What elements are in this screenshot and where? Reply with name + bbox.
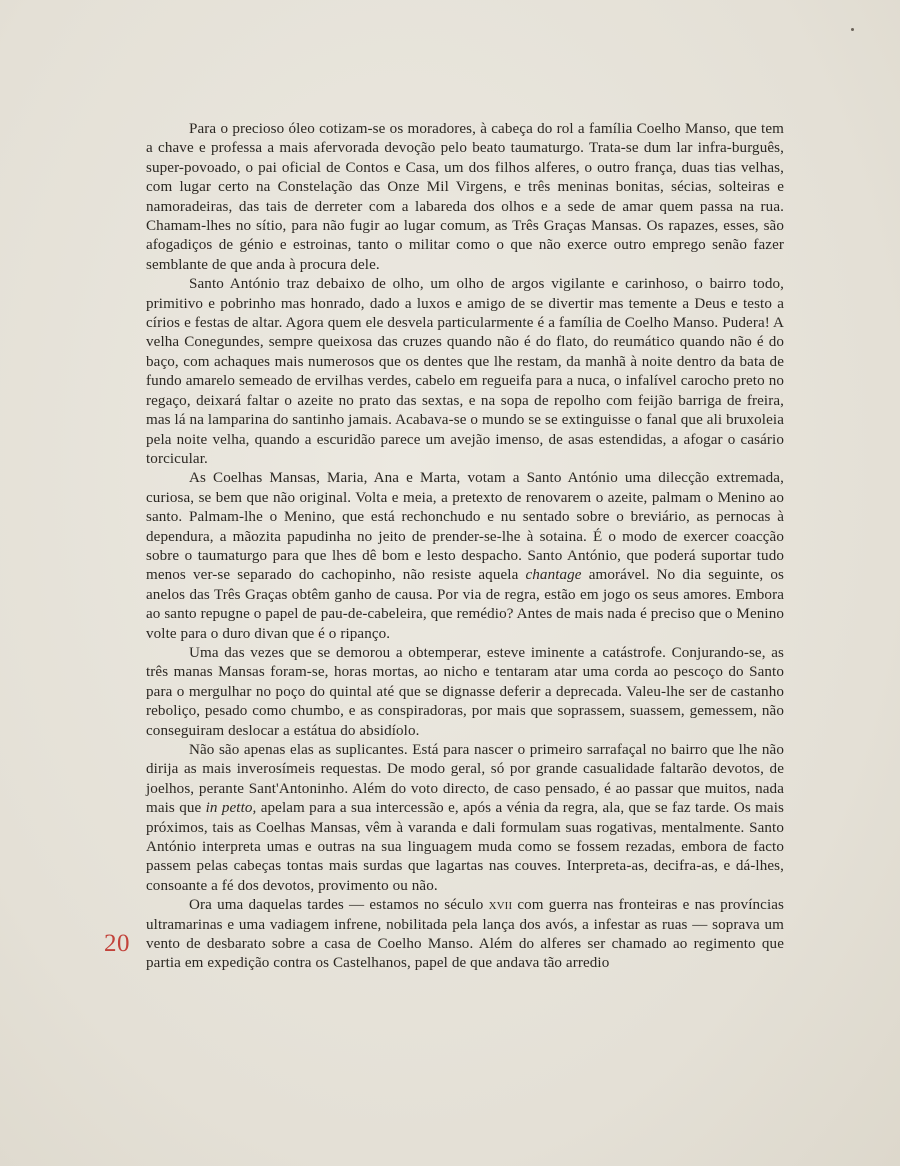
ink-speck (851, 28, 854, 31)
paragraph-2: Santo António traz debaixo de olho, um olho de argos vigilante e carinhoso, o bairro todo, primitivo e pobrinho mas honrado, dado a luxos e amigo de se divertir mas temente a Deus e testo a círios e festas de altar. Agora quem ele desvela particularmente é a família de Coelho Manso. Pudera! A velha Conegundes, sempre queixosa das cruzes quando não é do flato, do reumático quando não é do baço, com achaques mais numerosos que os dentes que lhe restam, da manhã à noite dentro da bata de fundo amarelo semeado de ervilhas verdes, cabelo em regueifa para a nuca, o infalível carocho preto no regaço, deixará faltar o azeite no prato das sextas, e na sopa de repolho com feijão barriga de freira, mas lá na lamparina do santinho jamais. Acabava-se o mundo se se extinguisse o fanal que ali bruxoleia pela noite velha, quando a escuridão parece um avejão imenso, de asas estendidas, a afogar o casário torcicular. (146, 276, 784, 467)
century-numeral: xvii (488, 897, 513, 914)
paragraph-6-text-a: Ora uma daquelas tardes — estamos no século (189, 897, 489, 914)
paragraph-5 (146, 741, 784, 896)
paragraph-5-text-b: apelam para a sua intercessão e, após a vénia da regra, ala, que se faz tarde. Os mais próximos, tais as Coelhas Mansas, vêm à varanda e dali formulam suas rogativas, mentalmente. Santo António interpreta umas e outras na sua linguagem muda como se fossem rezadas, embora de facto passem pelas cabeças tontas mais surdas que lagartas nas couves. Interpreta-as, decifra-as, e dá-lhes, consoante a fé dos devotos, provimento ou não. (146, 800, 785, 894)
paragraph-3-text-b: amorável. No dia seguinte, os anelos das Três Graças obtêm ganho de causa. Por via de regra, estão em jogo os seus amores. Embora ao santo repugne o papel de pau-de-cabeleira, que remédio? Antes de mais nada é preciso que o Menino volte para o duro divan que é o ripanço. (146, 567, 784, 642)
paragraph-6 (146, 896, 784, 974)
paragraph-5-text-a: Não são apenas elas as suplicantes. Está para nascer o primeiro sarrafaçal no bairro que lhe não dirija as mais inverosímeis requestas. De modo geral, só por grande casualidade faltarão devotos, de joelhos, perante Sant'Antoninho. Além do voto directo, de caso pensado, é ao passar que muitos, nada mais que (146, 742, 784, 817)
paragraph-3-emphasis: chantage (525, 567, 582, 584)
paragraph-4: Uma das vezes que se demorou a obtemperar, esteve iminente a catástrofe. Conjurando-se, as três manas Mansas foram-se, horas mortas, ao nicho e tentaram atar uma corda ao pescoço do Santo para o mergulhar no poço do quintal até que se dignasse deferir a deprecada. Valeu-lhe ser de castanho reboliço, pesado como chumbo, e as conspiradoras, por mais que soprassem, suassem, gemessem, não conseguiram deslocar a estátua do absidíolo. (146, 644, 784, 739)
page-number: 20 (104, 930, 130, 957)
paragraph-3-text-a: As Coelhas Mansas, Maria, Ana e Marta, votam a Santo António uma dilecção extremada, curiosa, se bem que não original. Volta e meia, a pretexto de renovarem o azeite, palmam o Menino ao santo. Palmam-lhe o Menino, que está rechonchudo e nu sentado sobre o breviário, as pernocas à dependura, a mãozita papudinha no jeito de prender-se-lhe à sotaina. É o modo de exercer coacção sobre o taumaturgo para que lhes dê bom e lesto despacho. Santo António, que poderá suportar tudo menos ver-se separado do cachopinho, não resiste aquela (146, 470, 784, 584)
paragraph-6-text-b: com guerra nas fronteiras e nas províncias ultramarinas e uma vadiagem infrene, nobilitada pela lança dos avós, a infestar as ruas — soprava um vento de desbarato sobre a casa de Coelho Manso. Além do alferes ser chamado ao regimento que partia em expedição contra os Castelhanos, papel de que andava tão arredio (146, 897, 785, 972)
paragraph-1: Para o precioso óleo cotizam-se os moradores, à cabeça do rol a família Coelho Manso, que tem a chave e professa a mais afervorada devoção pelo beato taumaturgo. Trata-se dum lar infra-burguês, super-povoado, o pai oficial de Contos e Casa, um dos filhos alferes, o outro frança, duas tias velhas, com lugar certo na Constelação das Onze Mil Virgens, e três meninas bonitas, sécias, solteiras e namoradeiras, das tais de derreter com a labareda dos olhos e a sede de amar quem passa na rua. Chamam-lhes no sítio, para não fugir ao lugar comum, as Três Graças Mansas. Os rapazes, esses, são afogadiços de génio e estroinas, tanto o militar como o que não exerce outro emprego senão fazer semblante de que anda à procura dele. (146, 121, 784, 273)
paragraph-5-emphasis: in petto, (205, 800, 257, 817)
paragraph-3 (146, 469, 784, 644)
body-text (146, 120, 784, 974)
